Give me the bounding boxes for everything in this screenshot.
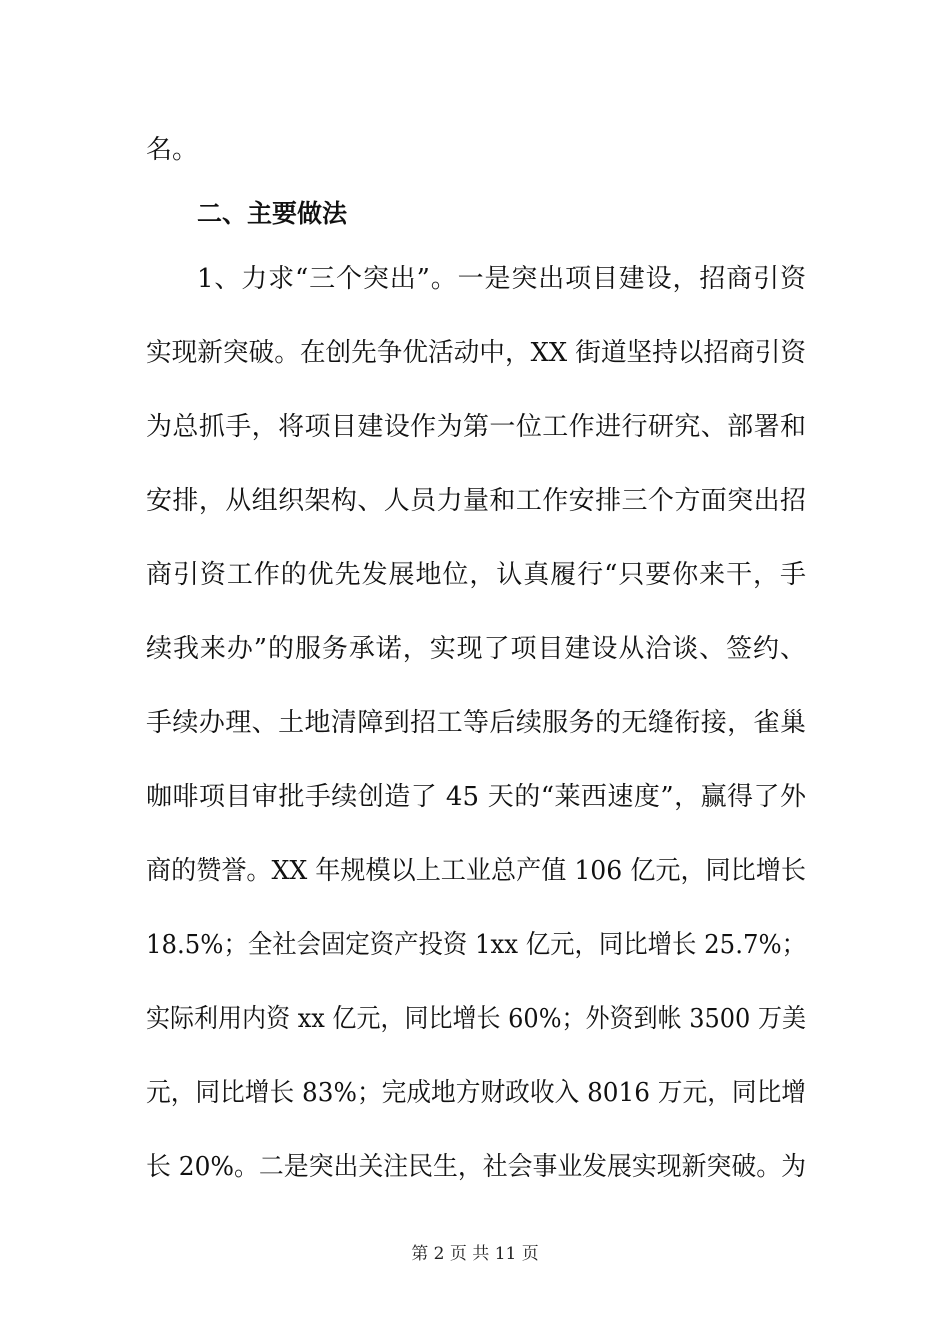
paragraph-line: 手续办理、土地清障到招工等后续服务的无缝衔接，雀巢 (146, 708, 806, 738)
paragraph-line: 实现新突破。在创先争优活动中，XX 街道坚持以招商引资 (146, 338, 806, 368)
paragraph-line: 安排，从组织架构、人员力量和工作安排三个方面突出招 (146, 486, 806, 516)
paragraph-line: 实际利用内资 xx 亿元，同比增长 60%；外资到帐 3500 万美 (146, 1004, 806, 1034)
paragraph-line: 为总抓手，将项目建设作为第一位工作进行研究、部署和 (146, 412, 806, 442)
page-number-footer: 第 2 页 共 11 页 (411, 1244, 539, 1264)
paragraph-line: 商引资工作的优先发展地位，认真履行“只要你来干，手 (146, 560, 806, 590)
paragraph-line: 18.5%；全社会固定资产投资 1xx 亿元，同比增长 25.7%； (146, 930, 806, 960)
paragraph-line: 商的赞誉。XX 年规模以上工业总产值 106 亿元，同比增长 (146, 856, 806, 886)
paragraph-line: 续我来办”的服务承诺，实现了项目建设从洽谈、签约、 (146, 634, 806, 664)
section-heading: 二、主要做法 (197, 199, 348, 228)
paragraph-line: 长 20%。二是突出关注民生，社会事业发展实现新突破。为 (146, 1152, 806, 1182)
paragraph-line: 元，同比增长 83%；完成地方财政收入 8016 万元，同比增 (146, 1078, 806, 1108)
paragraph-line: 名。 (146, 135, 199, 165)
paragraph-line: 1、力求“三个突出”。一是突出项目建设，招商引资 (197, 264, 806, 294)
paragraph-line: 咖啡项目审批手续创造了 45 天的“莱西速度”，赢得了外 (146, 782, 806, 812)
